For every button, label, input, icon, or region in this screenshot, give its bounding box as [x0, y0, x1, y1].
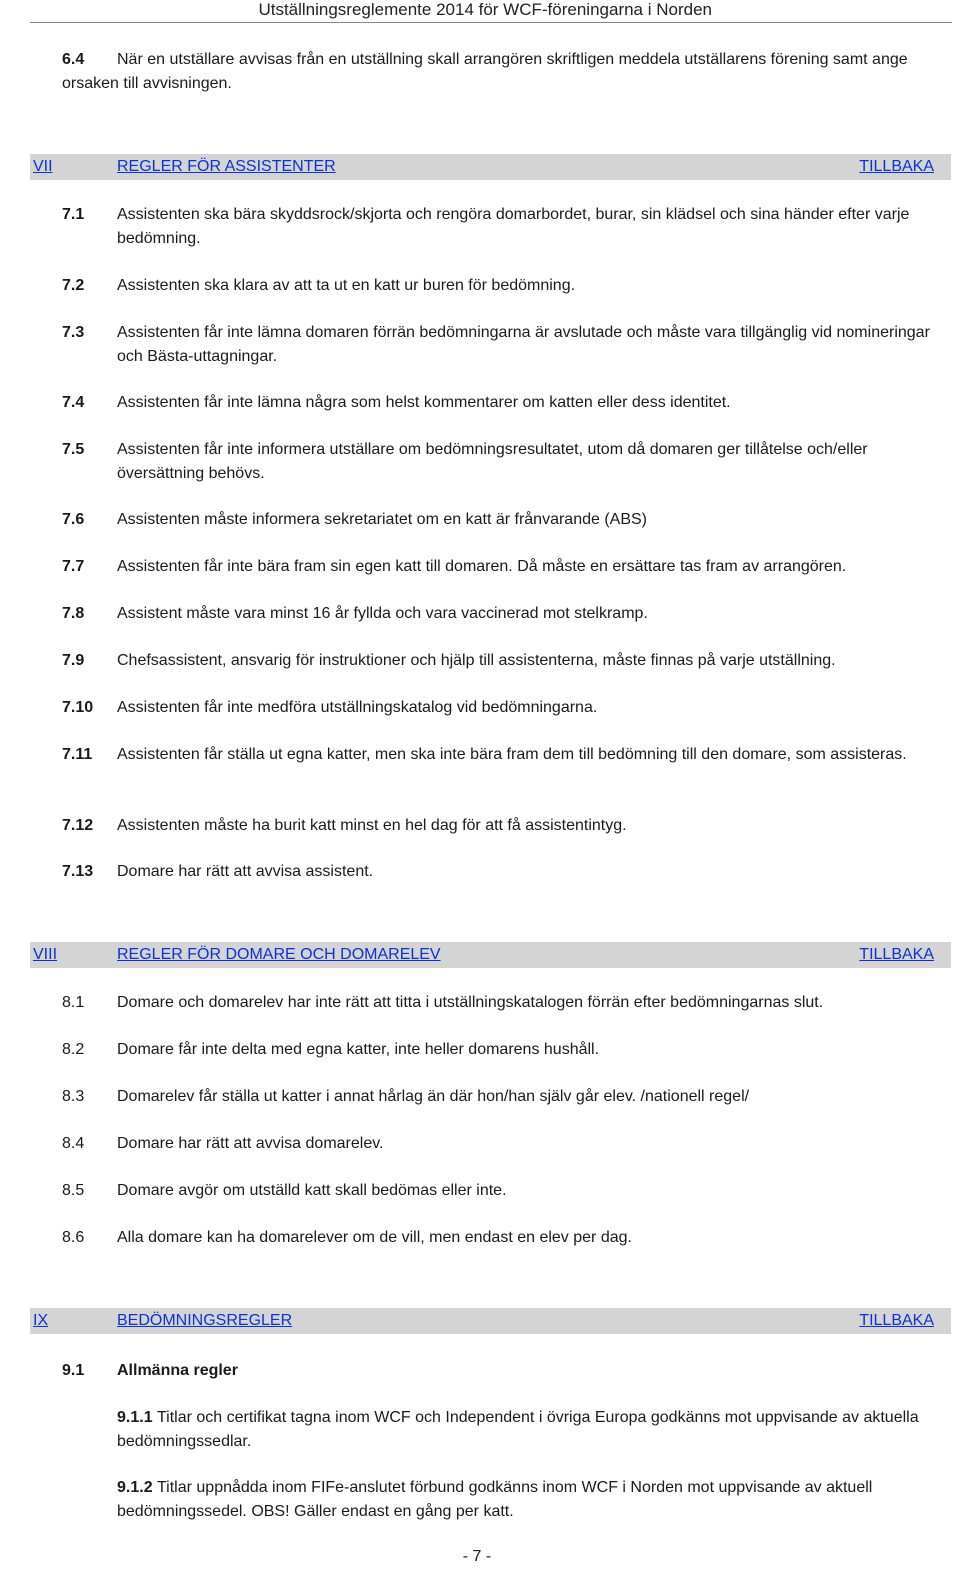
rule-7-4 [62, 391, 950, 415]
rule-text: Assistenten får inte lämna några som helst kommentarer om katten eller dess identitet. [117, 394, 731, 411]
rule-7-13 [62, 860, 950, 884]
subrule-text: Titlar uppnådda inom FIFe-anslutet förbund godkänns inom WCF i Norden mot uppvisande av aktuell bedömningssedel. OBS! Gäller endast en gång per katt. [117, 1479, 873, 1520]
back-link[interactable]: TILLBAKA [859, 1312, 934, 1329]
rule-6-4 [62, 48, 950, 96]
rule-text: Domarelev får ställa ut katter i annat hårlag än där hon/han själv går elev. /nationell regel/ [117, 1088, 750, 1105]
rule-number: 7.10 [62, 699, 94, 716]
rule-number: 8.3 [62, 1088, 85, 1105]
rule-number: 7.2 [62, 277, 85, 294]
section-bar-ix [30, 1308, 951, 1334]
rule-number: 8.1 [62, 994, 85, 1011]
subrule-text: Titlar och certifikat tagna inom WCF och Independent i övriga Europa godkänns mot uppvisande av aktuella bedömningssedlar. [117, 1409, 919, 1450]
heading-number: 9.1 [62, 1362, 85, 1379]
rule-7-8 [62, 602, 950, 626]
rule-7-11 [62, 743, 950, 767]
rule-9-1-2 [117, 1476, 947, 1524]
back-link[interactable]: TILLBAKA [859, 158, 934, 175]
header-divider [30, 22, 952, 23]
rule-text: Domare avgör om utställd katt skall bedömas eller inte. [117, 1182, 507, 1199]
section-bar-vii [30, 154, 951, 180]
rule-number: 7.12 [62, 817, 94, 834]
rule-number: 8.5 [62, 1182, 85, 1199]
page-number: - 7 - [462, 1548, 492, 1565]
rule-number: 6.4 [62, 51, 85, 68]
rule-8-6 [62, 1226, 950, 1250]
rule-8-2 [62, 1038, 950, 1062]
heading-9-1 [62, 1359, 950, 1383]
document-header-title: Utställningsreglemente 2014 för WCF-föreningarna i Norden [258, 0, 712, 19]
rule-number: 7.8 [62, 605, 85, 622]
rule-number: 7.11 [62, 746, 93, 763]
rule-text: Assistent måste vara minst 16 år fyllda och vara vaccinerad mot stelkramp. [117, 605, 648, 622]
rule-number: 7.13 [62, 863, 94, 880]
rule-text: Domare får inte delta med egna katter, inte heller domarens hushåll. [117, 1041, 600, 1058]
subrule-number: 9.1.2 [117, 1479, 153, 1496]
rule-number: 7.3 [62, 324, 85, 341]
rule-number: 7.4 [62, 394, 85, 411]
rule-text: Assistenten får inte medföra utställningskatalog vid bedömningarna. [117, 699, 598, 716]
section-number-link[interactable]: IX [33, 1312, 49, 1329]
rule-text: Chefsassistent, ansvarig för instruktioner och hjälp till assistenterna, måste finnas på varje utställning. [117, 652, 836, 669]
rule-number: 8.4 [62, 1135, 85, 1152]
rule-text: Assistenten ska klara av att ta ut en katt ur buren för bedömning. [117, 277, 576, 294]
section-bar-viii [30, 942, 951, 968]
rule-7-12 [62, 814, 950, 838]
rule-7-7 [62, 555, 950, 579]
rule-7-9 [62, 649, 950, 673]
rule-text: När en utställare avvisas från en utställning skall arrangören skriftligen meddela utställarens förening samt ange orsaken till avvisningen. [62, 51, 908, 92]
subrule-number: 9.1.1 [117, 1409, 153, 1426]
heading-text: Allmänna regler [117, 1362, 238, 1379]
rule-9-1-1 [117, 1406, 947, 1454]
section-number-link[interactable]: VII [33, 158, 53, 175]
section-number-link[interactable]: VIII [33, 946, 58, 963]
rule-text: Assistenten får inte bära fram sin egen katt till domaren. Då måste en ersättare tas fram av arrangören. [117, 558, 847, 575]
rule-7-10 [62, 696, 950, 720]
rule-7-1 [62, 203, 950, 251]
back-link[interactable]: TILLBAKA [859, 946, 934, 963]
rule-7-3 [62, 321, 950, 369]
rule-text: Assistenten får inte informera utställare om bedömningsresultatet, utom då domaren ger tillåtelse och/eller översättning behövs. [117, 441, 868, 482]
rule-8-4 [62, 1132, 950, 1156]
rule-number: 8.2 [62, 1041, 85, 1058]
rule-7-5 [62, 438, 950, 486]
rule-8-1 [62, 991, 950, 1015]
rule-text: Alla domare kan ha domarelever om de vill, men endast en elev per dag. [117, 1229, 632, 1246]
rule-text: Assistenten ska bära skyddsrock/skjorta och rengöra domarbordet, burar, sin klädsel och sina händer efter varje bedömning. [117, 206, 910, 247]
rule-number: 7.6 [62, 511, 85, 528]
rule-text: Domare och domarelev har inte rätt att titta i utställningskatalogen förrän efter bedömningarnas slut. [117, 994, 824, 1011]
section-title-link[interactable]: BEDÖMNINGSREGLER [117, 1312, 293, 1329]
rule-number: 7.7 [62, 558, 85, 575]
section-title-link[interactable]: REGLER FÖR ASSISTENTER [117, 158, 336, 175]
rule-number: 7.9 [62, 652, 85, 669]
rule-number: 7.1 [62, 206, 85, 223]
rule-text: Assistenten måste informera sekretariatet om en katt är frånvarande (ABS) [117, 511, 648, 528]
section-title-link[interactable]: REGLER FÖR DOMARE OCH DOMARELEV [117, 946, 441, 963]
rule-text: Assistenten får inte lämna domaren förrän bedömningarna är avslutade och måste vara tillgänglig vid nomineringar och Bästa-uttagningar. [117, 324, 930, 365]
rule-number: 8.6 [62, 1229, 85, 1246]
rule-text: Domare har rätt att avvisa domarelev. [117, 1135, 384, 1152]
rule-8-5 [62, 1179, 950, 1203]
rule-7-2 [62, 274, 950, 298]
rule-7-6 [62, 508, 950, 532]
rule-number: 7.5 [62, 441, 85, 458]
rule-8-3 [62, 1085, 950, 1109]
rule-text: Assistenten får ställa ut egna katter, men ska inte bära fram dem till bedömning till den domare, som assisteras. [117, 746, 907, 763]
rule-text: Assistenten måste ha burit katt minst en hel dag för att få assistentintyg. [117, 817, 627, 834]
rule-text: Domare har rätt att avvisa assistent. [117, 863, 374, 880]
